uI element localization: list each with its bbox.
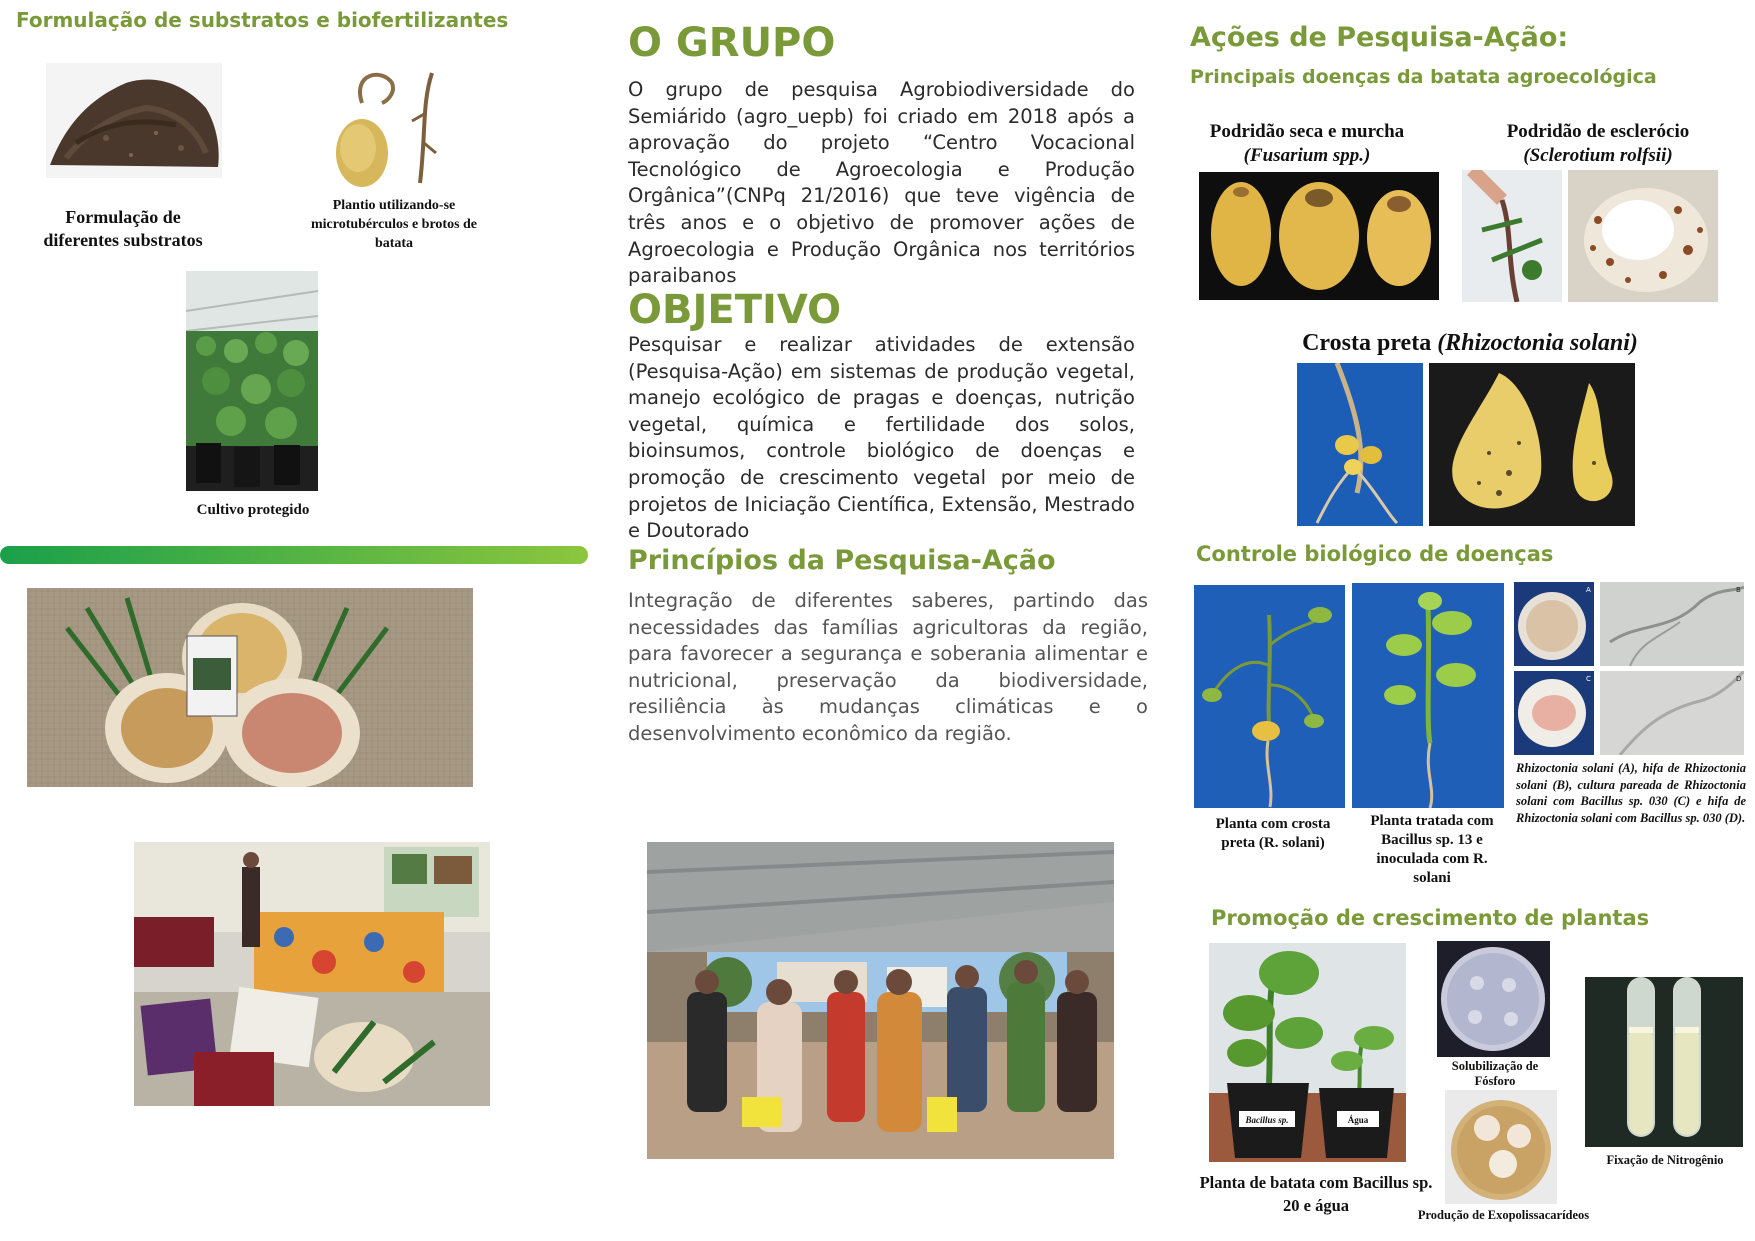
diseases-subtitle: Principais doenças da batata agroecológica xyxy=(1190,66,1657,88)
pot-label-bacillus: Bacillus sp. xyxy=(1245,1115,1289,1125)
crust-plant-photo xyxy=(1194,585,1345,808)
principles-text: Integração de diferentes saberes, partindo das necessidades das famílias agricultoras da região, para favorecer a segurança e soberania alimentar e nutricional, preservação da biodiversidade, resiliência às mudanças climáticas e o desenvolvimento econômico da região. xyxy=(628,589,1148,745)
rhizoctonia-roots-photo xyxy=(1297,363,1423,526)
caption-crust-plant: Planta com crosta preta (R. solani) xyxy=(1215,816,1331,851)
substrates-heading: Formulação de substratos e biofertilizantes xyxy=(16,8,509,32)
event-exhibition-photo xyxy=(134,842,490,1106)
growth-title: Promoção de crescimento de plantas xyxy=(1211,906,1650,930)
protected-cultivation-photo xyxy=(186,271,318,491)
potato-sacks-photo xyxy=(27,588,473,787)
caption-substrates: Formulação de diferentes substratos xyxy=(43,207,203,250)
principles-title: Princípios da Pesquisa-Ação xyxy=(628,545,1056,576)
disease2-common-name: Podridão de esclerócio xyxy=(1506,121,1690,142)
sclerotium-plant-photo xyxy=(1462,170,1562,302)
caption-planting: Plantio utilizando-se microtubérculos e brotos de batata xyxy=(310,198,478,251)
disease3-common-name: Crosta preta xyxy=(1302,330,1432,356)
objective-title: OBJETIVO xyxy=(628,287,842,333)
pot-label-water: Água xyxy=(1347,1115,1369,1125)
objective-text: Pesquisar e realizar atividades de extensão (Pesquisa-Ação) em sistemas de produção vegetal, manejo ecológico de pragas e doenças, nutrição vegetal, química e fertilidade dos solos, bioinsumos, controle biológico de doenças e promoção de crescimento vegetal por meio de projetos de Iniciação Científica, Extensão, Mestrado e Doutorado xyxy=(628,333,1135,543)
phosphorus-plate-photo xyxy=(1437,941,1550,1057)
treated-plant-photo xyxy=(1352,583,1504,808)
exopolysaccharide-plate-photo xyxy=(1445,1090,1557,1204)
group-title: O GRUPO xyxy=(628,20,836,66)
caption-phosphorus: Solubilização de Fósforo xyxy=(1451,1059,1539,1088)
caption-nitrogen: Fixação de Nitrogênio xyxy=(1606,1153,1724,1167)
micro-panel-d xyxy=(1600,671,1744,755)
micro-panel-c xyxy=(1514,671,1594,755)
caption-exopolysaccharides: Produção de Exopolissacarídeos xyxy=(1417,1208,1590,1222)
micro-label-d: D xyxy=(1736,675,1742,683)
micro-label-c: C xyxy=(1586,675,1591,683)
potato-pots-photo xyxy=(1209,943,1406,1162)
field-visit-photo xyxy=(647,842,1114,1159)
sclerotium-tuber-photo xyxy=(1568,170,1718,302)
biocontrol-title: Controle biológico de doenças xyxy=(1196,542,1554,566)
disease3-pathogen: (Rhizoctonia solani) xyxy=(1437,330,1638,356)
rhizoctonia-tubers-photo xyxy=(1429,363,1635,526)
caption-protected: Cultivo protegido xyxy=(196,502,310,518)
disease3-title xyxy=(1270,330,1670,357)
actions-title: Ações de Pesquisa-Ação: xyxy=(1190,22,1569,53)
disease1-name xyxy=(1192,120,1422,168)
potato-sprout-photo xyxy=(322,63,448,188)
divider-gradient-bar xyxy=(0,546,588,564)
soil-substrate-photo xyxy=(46,63,222,178)
fusarium-potatoes-photo xyxy=(1199,172,1439,300)
micro-panel-b xyxy=(1600,582,1744,666)
micro-panel-a xyxy=(1514,582,1594,666)
micro-label-a: A xyxy=(1586,586,1591,594)
disease2-name xyxy=(1465,120,1731,168)
disease1-pathogen: (Fusarium spp.) xyxy=(1243,145,1371,166)
disease2-pathogen: (Sclerotium rolfsii) xyxy=(1523,145,1673,166)
caption-microscopy: Rhizoctonia solani (A), hifa de Rhizoctonia solani (B), cultura pareada de Rhizoctonia solani com Bacillus sp. 030 (C) e hifa de Rhizoctonia solani com Bacillus sp. 030 (D). xyxy=(1516,761,1746,825)
caption-treated-plant: Planta tratada com Bacillus sp. 13 e inoculada com R. solani xyxy=(1370,813,1494,886)
group-text: O grupo de pesquisa Agrobiodiversidade do Semiárido (agro_uepb) foi criado em 2018 após a aprovação do projeto “Centro Vocacional Tecnológico de Agroecologia e Produção Orgânica”(CNPq 21/2016) que teve vigência de três anos e o objetivo de promover ações de Agroecologia e Produção Orgânica nos territórios paraibanos xyxy=(628,78,1135,288)
disease1-common-name: Podridão seca e murcha xyxy=(1209,121,1405,142)
caption-potato-plant: Planta de batata com Bacillus sp. 20 e água xyxy=(1199,1173,1433,1215)
nitrogen-tubes-photo xyxy=(1585,977,1743,1147)
micro-label-b: B xyxy=(1736,586,1741,594)
